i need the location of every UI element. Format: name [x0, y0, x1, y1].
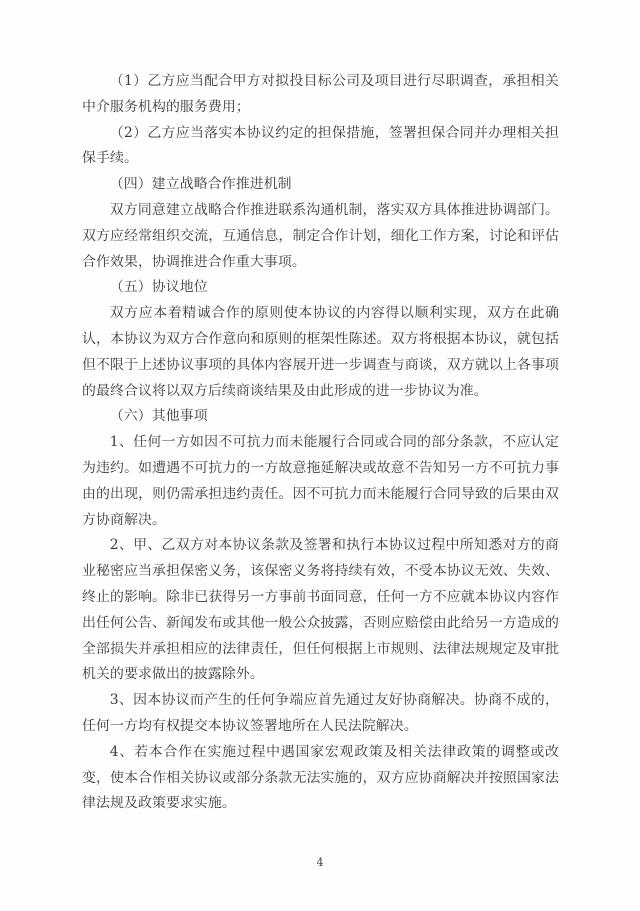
page-number: 4	[316, 856, 324, 869]
section-heading: （六）其他事项	[109, 408, 208, 425]
page-footer	[0, 851, 640, 870]
paragraph-text: （1）乙方应当配合甲方对拟投目标公司及项目进行尽职调查，承担相关中介服务机构的服务费用；	[82, 73, 559, 115]
paragraph-text: 4、若本合作在实施过程中遇国家宏观政策及相关法律政策的调整或改变，使本合作相关协议或部分条款无法实施的，双方应协商解决并按照国家法律法规及政策要求实施。	[82, 743, 559, 812]
section-heading: （五）协议地位	[109, 279, 208, 296]
paragraph-text: 1、任何一方如因不可抗力而未能履行合同或合同的部分条款，不应认定为违约。如遭遇不可抗力的一方故意拖延解决或故意不告知另一方不可抗力事由的出现，则仍需承担违约责任。因不可抗力而未能履行合同导致的后果由双方协商解决。	[82, 434, 559, 528]
paragraph-text: 双方同意建立战略合作推进联系沟通机制，落实双方具体推进协调部门。双方应经常组织交流，互通信息，制定合作计划，细化工作方案，讨论和评估合作效果，协调推进合作重大事项。	[82, 201, 559, 270]
paragraph-text: 3、因本协议而产生的任何争端应首先通过友好协商解决。协商不成的，任何一方均有权提交本协议签署地所在人民法院解决。	[82, 692, 559, 734]
paragraph-text: 双方应本着精诚合作的原则使本协议的内容得以顺利实现，双方在此确认，本协议为双方合作意向和原则的框架性陈述。双方将根据本协议，就包括但不限于上述协议事项的具体内容展开进一步调查与商谈，双方就以上各事项的最终合议将以双方后续商谈结果及由此形成的进一步协议为准。	[82, 305, 559, 399]
paragraph-text: 2、甲、乙双方对本协议条款及签署和执行本协议过程中所知悉对方的商业秘密应当承担保密义务，该保密义务将持续有效，不受本协议无效、失效、终止的影响。除非已获得另一方事前书面同意，任何一方不应就本协议内容作出任何公告、新闻发布或其他一般公众披露，否则应赔偿由此给另一方造成的全部损失并承担相应的法律责任，但任何根据上市规则、法律法规规定及审批机关的要求做出的披露除外。	[82, 537, 559, 683]
paragraph-text: （2）乙方应当落实本协议约定的担保措施，签署担保合同并办理相关担保手续。	[82, 124, 559, 167]
section-heading: （四）建立战略合作推进机制	[109, 176, 292, 193]
document-body	[82, 69, 559, 817]
